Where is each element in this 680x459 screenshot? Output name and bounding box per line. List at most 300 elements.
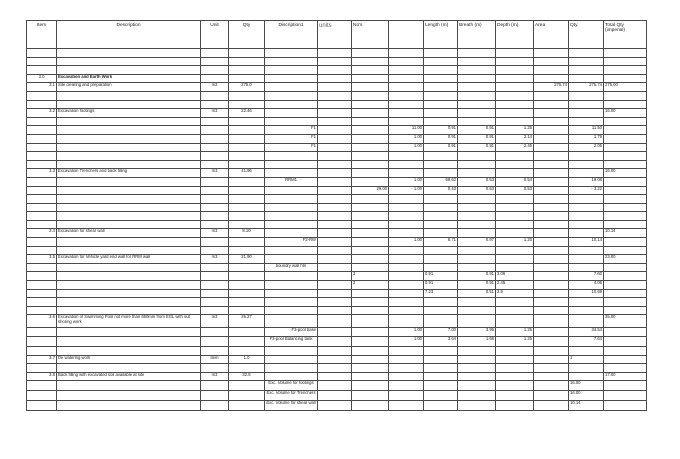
total-cell: 17.00 xyxy=(604,372,647,381)
item-cell xyxy=(27,337,57,347)
empty-cell xyxy=(496,220,534,229)
empty-cell xyxy=(569,212,604,221)
empty-cell xyxy=(458,246,496,255)
length-cell xyxy=(424,255,458,264)
length-cell xyxy=(424,109,458,118)
header-total: Total Qty (imperial) xyxy=(604,21,647,49)
units-cell xyxy=(318,391,352,401)
empty-cell xyxy=(229,74,265,83)
header-units: units xyxy=(318,21,352,49)
empty-cell xyxy=(569,100,604,109)
units-cell xyxy=(318,328,352,337)
empty-cell xyxy=(57,152,201,161)
total-cell xyxy=(604,391,647,401)
empty-cell xyxy=(57,49,201,58)
item-cell xyxy=(27,289,57,298)
header-breath: Breath (m) xyxy=(458,21,496,49)
empty-cell xyxy=(229,246,265,255)
breath-cell xyxy=(458,355,496,364)
nos2-cell xyxy=(389,169,424,178)
empty-cell xyxy=(229,160,265,169)
nos-cell xyxy=(352,229,389,238)
description-cell xyxy=(57,177,201,186)
depth-cell: 0.53 xyxy=(496,186,534,195)
item-cell: 3.1 xyxy=(27,83,57,92)
unit-cell xyxy=(201,391,229,401)
empty-cell xyxy=(27,246,57,255)
length-cell: 0.91 xyxy=(424,272,458,281)
length-cell xyxy=(424,391,458,401)
qty-cell xyxy=(229,289,265,298)
empty-cell xyxy=(318,306,352,315)
empty-cell xyxy=(389,49,424,58)
unit-cell: m3 xyxy=(201,315,229,328)
empty-cell xyxy=(27,57,57,66)
breath-cell xyxy=(458,229,496,238)
discription1-cell: F1 xyxy=(265,126,318,135)
empty-cell xyxy=(318,364,352,373)
empty-cell xyxy=(424,117,458,126)
breath-cell: 0.97 xyxy=(458,238,496,247)
discription1-cell xyxy=(265,109,318,118)
depth-cell xyxy=(496,391,534,401)
depth-cell xyxy=(496,401,534,411)
empty-cell xyxy=(352,160,389,169)
empty-cell xyxy=(458,364,496,373)
breath-cell xyxy=(458,263,496,272)
discription1-cell: Exc. Volume for footings xyxy=(265,381,318,391)
empty-cell xyxy=(569,160,604,169)
empty-cell xyxy=(229,57,265,66)
units-cell xyxy=(318,272,352,281)
units-cell xyxy=(318,126,352,135)
area-cell xyxy=(534,109,569,118)
empty-cell xyxy=(424,195,458,204)
empty-cell xyxy=(318,220,352,229)
qty-cell: 25.27 xyxy=(229,315,265,328)
empty-row xyxy=(27,100,647,109)
qty2-cell: 1.79 xyxy=(569,134,604,143)
unit-cell xyxy=(201,328,229,337)
empty-cell xyxy=(534,66,569,75)
nos2-cell xyxy=(389,315,424,328)
empty-cell xyxy=(27,160,57,169)
empty-cell xyxy=(201,57,229,66)
empty-cell xyxy=(569,246,604,255)
empty-cell xyxy=(265,117,318,126)
qty-cell: 1.0 xyxy=(229,355,265,364)
empty-cell xyxy=(27,212,57,221)
empty-cell xyxy=(569,195,604,204)
unit-cell: m3 xyxy=(201,169,229,178)
empty-cell xyxy=(458,220,496,229)
empty-cell xyxy=(534,195,569,204)
breath-cell: 0.91 xyxy=(458,134,496,143)
empty-cell xyxy=(27,298,57,307)
item-cell xyxy=(27,328,57,337)
empty-cell xyxy=(389,91,424,100)
qty-cell: 21.90 xyxy=(229,255,265,264)
empty-cell xyxy=(389,246,424,255)
depth-cell: 1.25 xyxy=(496,337,534,347)
total-cell xyxy=(604,238,647,247)
empty-cell xyxy=(569,152,604,161)
empty-row xyxy=(27,203,647,212)
total-cell xyxy=(604,381,647,391)
discription1-cell: F1 xyxy=(265,143,318,152)
breath-cell xyxy=(458,381,496,391)
item-cell xyxy=(27,177,57,186)
empty-cell xyxy=(496,57,534,66)
area-cell xyxy=(534,391,569,401)
qty-cell xyxy=(229,281,265,290)
empty-cell xyxy=(604,91,647,100)
empty-row xyxy=(27,298,647,307)
empty-cell xyxy=(569,91,604,100)
description-cell xyxy=(57,281,201,290)
unit-cell: m3 xyxy=(201,372,229,381)
length-cell: 8.71 xyxy=(424,238,458,247)
unit-cell xyxy=(201,289,229,298)
section-title: Excavation and Earth Work xyxy=(57,74,201,83)
nos2-cell xyxy=(389,263,424,272)
empty-cell xyxy=(318,152,352,161)
area-cell xyxy=(534,401,569,411)
empty-cell xyxy=(458,74,496,83)
empty-cell xyxy=(201,91,229,100)
empty-cell xyxy=(569,298,604,307)
empty-cell xyxy=(265,220,318,229)
qty2-cell: - 3.22 xyxy=(569,186,604,195)
empty-cell xyxy=(229,195,265,204)
total-cell xyxy=(604,328,647,337)
empty-row xyxy=(27,160,647,169)
discription1-cell: Exc. Volume for shear wall xyxy=(265,401,318,411)
empty-cell xyxy=(534,298,569,307)
empty-cell xyxy=(27,195,57,204)
nos2-cell xyxy=(389,289,424,298)
area-cell xyxy=(534,229,569,238)
discription1-cell xyxy=(265,229,318,238)
qty-cell xyxy=(229,134,265,143)
empty-cell xyxy=(458,203,496,212)
nos2-cell xyxy=(389,391,424,401)
qty2-cell: 4.06 xyxy=(569,281,604,290)
table-row xyxy=(27,328,647,337)
empty-cell xyxy=(57,195,201,204)
empty-cell xyxy=(229,49,265,58)
empty-cell xyxy=(424,306,458,315)
table-row xyxy=(27,229,647,238)
empty-cell xyxy=(57,203,201,212)
qty-cell xyxy=(229,391,265,401)
breath-cell xyxy=(458,255,496,264)
breath-cell: 0.91 xyxy=(458,272,496,281)
empty-cell xyxy=(352,74,389,83)
nos2-cell: 1.00 xyxy=(389,177,424,186)
empty-row xyxy=(27,212,647,221)
empty-cell xyxy=(569,49,604,58)
breath-cell xyxy=(458,109,496,118)
description-cell xyxy=(57,263,201,272)
empty-cell xyxy=(496,91,534,100)
boq-sheet xyxy=(26,20,646,411)
qty2-cell: 34.54 xyxy=(569,328,604,337)
item-cell: 3.6 xyxy=(27,315,57,328)
unit-cell: m3 xyxy=(201,109,229,118)
area-cell xyxy=(534,289,569,298)
qty2-cell xyxy=(569,109,604,118)
unit-cell: m3 xyxy=(201,229,229,238)
empty-cell xyxy=(534,74,569,83)
nos-cell xyxy=(352,391,389,401)
header-row xyxy=(27,21,647,49)
empty-cell xyxy=(604,306,647,315)
table-row xyxy=(27,126,647,135)
table-body xyxy=(27,21,647,411)
nos-cell xyxy=(352,83,389,92)
empty-cell xyxy=(569,66,604,75)
empty-cell xyxy=(496,100,534,109)
empty-cell xyxy=(57,364,201,373)
table-row xyxy=(27,281,647,290)
empty-cell xyxy=(229,364,265,373)
table-row xyxy=(27,83,647,92)
discription1-cell xyxy=(265,355,318,364)
item-cell xyxy=(27,391,57,401)
item-cell xyxy=(27,381,57,391)
empty-cell xyxy=(569,117,604,126)
empty-cell xyxy=(265,195,318,204)
empty-cell xyxy=(201,220,229,229)
table-row xyxy=(27,272,647,281)
empty-cell xyxy=(201,306,229,315)
empty-cell xyxy=(352,91,389,100)
empty-cell xyxy=(496,117,534,126)
empty-cell xyxy=(27,100,57,109)
qty2-cell xyxy=(569,255,604,264)
area-cell xyxy=(534,381,569,391)
unit-cell: item xyxy=(201,355,229,364)
breath-cell: 3.95 xyxy=(458,328,496,337)
empty-cell xyxy=(534,152,569,161)
empty-cell xyxy=(534,117,569,126)
description-cell xyxy=(57,391,201,401)
empty-cell xyxy=(27,66,57,75)
qty-cell xyxy=(229,143,265,152)
header-unit: Unit xyxy=(201,21,229,49)
empty-cell xyxy=(352,306,389,315)
empty-cell xyxy=(352,100,389,109)
nos-cell xyxy=(352,263,389,272)
empty-cell xyxy=(424,347,458,356)
total-cell: 23.00 xyxy=(604,255,647,264)
discription1-cell xyxy=(265,315,318,328)
empty-cell xyxy=(57,66,201,75)
empty-cell xyxy=(569,57,604,66)
units-cell xyxy=(318,83,352,92)
table-row xyxy=(27,289,647,298)
description-cell xyxy=(57,134,201,143)
table-row xyxy=(27,143,647,152)
header-item: Item xyxy=(27,21,57,49)
units-cell xyxy=(318,381,352,391)
empty-cell xyxy=(496,306,534,315)
nos-cell xyxy=(352,337,389,347)
length-cell: 69.62 xyxy=(424,177,458,186)
empty-cell xyxy=(604,152,647,161)
empty-cell xyxy=(534,49,569,58)
description-cell: Excavation of Swimming Pool not more than 650mm from EGL with out shoring work xyxy=(57,315,201,328)
total-cell xyxy=(604,143,647,152)
description-cell xyxy=(57,143,201,152)
unit-cell xyxy=(201,381,229,391)
nos-cell xyxy=(352,372,389,381)
depth-cell xyxy=(496,381,534,391)
empty-cell xyxy=(201,364,229,373)
table-row xyxy=(27,401,647,411)
empty-cell xyxy=(496,347,534,356)
length-cell xyxy=(424,401,458,411)
empty-cell xyxy=(57,117,201,126)
empty-cell xyxy=(458,117,496,126)
empty-cell xyxy=(424,220,458,229)
table-row xyxy=(27,255,647,264)
empty-cell xyxy=(318,212,352,221)
empty-cell xyxy=(424,49,458,58)
discription1-cell: boundry wall htn xyxy=(265,263,318,272)
qty2-cell: 7.60 xyxy=(569,272,604,281)
empty-cell xyxy=(265,364,318,373)
nos2-cell xyxy=(389,381,424,391)
nos2-cell: 1.00 xyxy=(389,134,424,143)
empty-cell xyxy=(389,364,424,373)
empty-cell xyxy=(496,66,534,75)
table-row xyxy=(27,186,647,195)
empty-cell xyxy=(604,203,647,212)
qty-cell xyxy=(229,272,265,281)
empty-cell xyxy=(229,298,265,307)
empty-cell xyxy=(318,117,352,126)
discription1-cell xyxy=(265,281,318,290)
empty-cell xyxy=(424,246,458,255)
units-cell xyxy=(318,401,352,411)
nos-cell: 29.00 xyxy=(352,186,389,195)
units-cell xyxy=(318,238,352,247)
empty-cell xyxy=(201,100,229,109)
area-cell xyxy=(534,255,569,264)
empty-cell xyxy=(458,100,496,109)
empty-cell xyxy=(604,117,647,126)
qty2-cell xyxy=(569,372,604,381)
empty-cell xyxy=(569,364,604,373)
area-cell xyxy=(534,337,569,347)
qty2-cell: 7.64 xyxy=(569,337,604,347)
empty-cell xyxy=(318,160,352,169)
nos2-cell xyxy=(389,255,424,264)
empty-cell xyxy=(27,220,57,229)
empty-cell xyxy=(229,152,265,161)
total-cell: 16.00 xyxy=(604,169,647,178)
empty-cell xyxy=(352,347,389,356)
empty-cell xyxy=(265,57,318,66)
length-cell xyxy=(424,381,458,391)
empty-cell xyxy=(201,49,229,58)
empty-cell xyxy=(27,347,57,356)
empty-cell xyxy=(265,49,318,58)
empty-cell xyxy=(318,100,352,109)
total-cell: 10.14 xyxy=(604,229,647,238)
header-description: Description xyxy=(57,21,201,49)
length-cell xyxy=(424,355,458,364)
empty-row xyxy=(27,152,647,161)
nos-cell xyxy=(352,355,389,364)
empty-cell xyxy=(534,91,569,100)
empty-cell xyxy=(201,298,229,307)
empty-cell xyxy=(318,347,352,356)
empty-cell xyxy=(496,74,534,83)
description-cell: Back filling with excavated soil available at site xyxy=(57,372,201,381)
empty-cell xyxy=(57,220,201,229)
empty-cell xyxy=(27,203,57,212)
empty-cell xyxy=(496,195,534,204)
qty-cell: 275.0 xyxy=(229,83,265,92)
empty-cell xyxy=(265,74,318,83)
nos-cell xyxy=(352,143,389,152)
empty-cell xyxy=(424,298,458,307)
empty-cell xyxy=(569,306,604,315)
units-cell xyxy=(318,315,352,328)
depth-cell: 3.06 xyxy=(496,272,534,281)
table-row xyxy=(27,315,647,328)
discription1-cell xyxy=(265,255,318,264)
empty-cell xyxy=(229,203,265,212)
length-cell: 0.43 xyxy=(424,186,458,195)
empty-cell xyxy=(352,57,389,66)
area-cell xyxy=(534,328,569,337)
empty-row xyxy=(27,49,647,58)
empty-cell xyxy=(389,66,424,75)
item-cell xyxy=(27,281,57,290)
empty-cell xyxy=(496,246,534,255)
empty-cell xyxy=(389,203,424,212)
empty-cell xyxy=(352,49,389,58)
depth-cell: 1.25 xyxy=(496,328,534,337)
empty-cell xyxy=(534,306,569,315)
qty-cell xyxy=(229,126,265,135)
breath-cell xyxy=(458,401,496,411)
description-cell: Excavation Trenchers and back filling xyxy=(57,169,201,178)
qty-cell xyxy=(229,263,265,272)
empty-cell xyxy=(458,152,496,161)
empty-cell xyxy=(57,160,201,169)
empty-cell xyxy=(424,74,458,83)
empty-cell xyxy=(265,306,318,315)
nos2-cell: 1.00 xyxy=(389,238,424,247)
table-row xyxy=(27,372,647,381)
description-cell xyxy=(57,126,201,135)
header-qty2: Qty. xyxy=(569,21,604,49)
qty2-cell: 11.50 xyxy=(569,126,604,135)
breath-cell: 0.91 xyxy=(458,281,496,290)
empty-cell xyxy=(534,246,569,255)
table-row xyxy=(27,109,647,118)
item-cell xyxy=(27,134,57,143)
empty-cell xyxy=(201,160,229,169)
nos-cell xyxy=(352,255,389,264)
empty-cell xyxy=(604,246,647,255)
qty2-cell: 10.14 xyxy=(569,238,604,247)
